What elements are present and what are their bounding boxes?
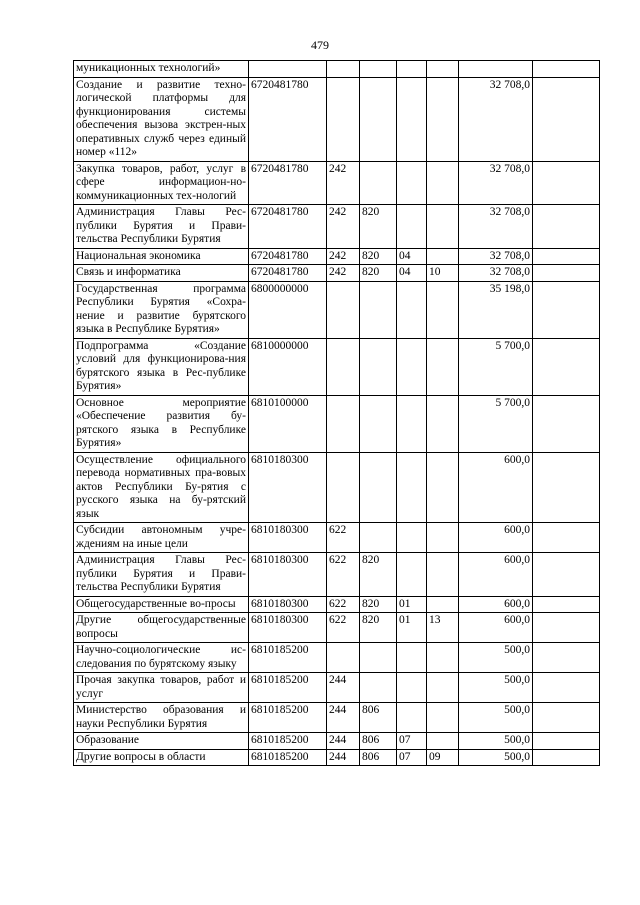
table-row: [74, 596, 600, 613]
section-code: 01: [397, 596, 427, 613]
extra-column: [533, 281, 600, 338]
section-code: [397, 61, 427, 78]
amount: 35 198,0: [459, 281, 533, 338]
row-name: Другие вопросы в области: [74, 749, 249, 766]
subsection-code: [427, 338, 459, 395]
amount: [459, 61, 533, 78]
target-article-code: 6810185200: [249, 673, 327, 703]
row-name: Осуществление официального перевода нормативных пра-вовых актов Республики Бу-рятия с русского языка на бу-рятский язык: [74, 452, 249, 523]
amount: 32 708,0: [459, 161, 533, 205]
extra-column: [533, 703, 600, 733]
amount: 500,0: [459, 703, 533, 733]
amount: 5 700,0: [459, 338, 533, 395]
table-row: [74, 523, 600, 553]
extra-column: [533, 205, 600, 249]
table-row: [74, 77, 600, 161]
section-code: [397, 553, 427, 597]
subsection-code: [427, 703, 459, 733]
table-row: [74, 248, 600, 265]
row-name: Другие общегосударственные вопросы: [74, 613, 249, 643]
table-row: [74, 673, 600, 703]
row-name: Общегосударственные во-просы: [74, 596, 249, 613]
expense-type-code: 242: [327, 265, 360, 282]
subsection-code: [427, 248, 459, 265]
section-code: 04: [397, 265, 427, 282]
target-article-code: 6810185200: [249, 643, 327, 673]
table-row: [74, 161, 600, 205]
expense-type-code: 244: [327, 749, 360, 766]
ministry-code: 806: [360, 749, 397, 766]
target-article-code: 6720481780: [249, 205, 327, 249]
expense-type-code: 244: [327, 673, 360, 703]
section-code: [397, 395, 427, 452]
subsection-code: [427, 553, 459, 597]
target-article-code: 6720481780: [249, 248, 327, 265]
expense-type-code: 242: [327, 205, 360, 249]
row-name: муникационных технологий»: [74, 61, 249, 78]
extra-column: [533, 248, 600, 265]
row-name: Подпрограмма «Создание условий для функционирова-ния бурятского языка в Рес-публике Бурятия»: [74, 338, 249, 395]
section-code: 07: [397, 749, 427, 766]
row-name: Образование: [74, 733, 249, 750]
target-article-code: 6810180300: [249, 523, 327, 553]
ministry-code: [360, 161, 397, 205]
budget-table: [73, 60, 600, 766]
extra-column: [533, 161, 600, 205]
ministry-code: [360, 338, 397, 395]
extra-column: [533, 395, 600, 452]
row-name: Субсидии автономным учре-ждениям на иные цели: [74, 523, 249, 553]
extra-column: [533, 61, 600, 78]
table-row: [74, 733, 600, 750]
ministry-code: [360, 77, 397, 161]
amount: 500,0: [459, 749, 533, 766]
row-name: Основное мероприятие «Обеспечение развития бу-рятского языка в Республике Бурятия»: [74, 395, 249, 452]
extra-column: [533, 338, 600, 395]
section-code: [397, 77, 427, 161]
ministry-code: [360, 61, 397, 78]
row-name: Администрация Главы Рес-публики Бурятия и Прави-тельства Республики Бурятия: [74, 205, 249, 249]
target-article-code: 6810180300: [249, 596, 327, 613]
table-row: [74, 61, 600, 78]
row-name: Закупка товаров, работ, услуг в сфере информацион-но-коммуникационных тех-нологий: [74, 161, 249, 205]
target-article-code: [249, 61, 327, 78]
amount: 600,0: [459, 452, 533, 523]
table-row: [74, 452, 600, 523]
section-code: [397, 643, 427, 673]
target-article-code: 6720481780: [249, 77, 327, 161]
extra-column: [533, 733, 600, 750]
target-article-code: 6800000000: [249, 281, 327, 338]
section-code: [397, 161, 427, 205]
ministry-code: [360, 523, 397, 553]
row-name: Администрация Главы Рес-публики Бурятия и Прави-тельства Республики Бурятия: [74, 553, 249, 597]
table-row: [74, 395, 600, 452]
table-row: [74, 265, 600, 282]
ministry-code: 820: [360, 553, 397, 597]
section-code: [397, 703, 427, 733]
extra-column: [533, 596, 600, 613]
table-row: [74, 643, 600, 673]
ministry-code: 806: [360, 703, 397, 733]
extra-column: [533, 553, 600, 597]
subsection-code: [427, 733, 459, 750]
row-name: Министерство образования и науки Республики Бурятия: [74, 703, 249, 733]
amount: 5 700,0: [459, 395, 533, 452]
amount: 600,0: [459, 613, 533, 643]
subsection-code: [427, 77, 459, 161]
section-code: [397, 205, 427, 249]
expense-type-code: [327, 338, 360, 395]
subsection-code: 10: [427, 265, 459, 282]
subsection-code: [427, 161, 459, 205]
subsection-code: [427, 673, 459, 703]
ministry-code: [360, 452, 397, 523]
target-article-code: 6810185200: [249, 733, 327, 750]
row-name: Государственная программа Республики Бурятия «Сохра-нение и развитие бурятского языка в Республике Бурятия»: [74, 281, 249, 338]
expense-type-code: [327, 643, 360, 673]
page-number: 479: [311, 38, 329, 52]
ministry-code: [360, 673, 397, 703]
section-code: 01: [397, 613, 427, 643]
subsection-code: [427, 205, 459, 249]
ministry-code: 820: [360, 265, 397, 282]
row-name: Национальная экономика: [74, 248, 249, 265]
target-article-code: 6810100000: [249, 395, 327, 452]
target-article-code: 6810185200: [249, 703, 327, 733]
expense-type-code: 244: [327, 703, 360, 733]
extra-column: [533, 749, 600, 766]
amount: 600,0: [459, 596, 533, 613]
amount: 32 708,0: [459, 265, 533, 282]
table-row: [74, 613, 600, 643]
target-article-code: 6720481780: [249, 161, 327, 205]
table-row: [74, 553, 600, 597]
section-code: [397, 281, 427, 338]
subsection-code: [427, 281, 459, 338]
expense-type-code: 622: [327, 553, 360, 597]
table-row: [74, 205, 600, 249]
table-row: [74, 338, 600, 395]
extra-column: [533, 77, 600, 161]
expense-type-code: [327, 77, 360, 161]
expense-type-code: [327, 61, 360, 78]
row-name: Научно-социологические ис-следования по бурятскому языку: [74, 643, 249, 673]
subsection-code: [427, 452, 459, 523]
section-code: [397, 673, 427, 703]
expense-type-code: 242: [327, 248, 360, 265]
extra-column: [533, 643, 600, 673]
row-name: Связь и информатика: [74, 265, 249, 282]
amount: 32 708,0: [459, 248, 533, 265]
amount: 500,0: [459, 643, 533, 673]
extra-column: [533, 265, 600, 282]
subsection-code: 13: [427, 613, 459, 643]
subsection-code: [427, 596, 459, 613]
extra-column: [533, 673, 600, 703]
expense-type-code: [327, 395, 360, 452]
expense-type-code: [327, 452, 360, 523]
subsection-code: [427, 523, 459, 553]
expense-type-code: [327, 281, 360, 338]
table-row: [74, 703, 600, 733]
expense-type-code: 242: [327, 161, 360, 205]
target-article-code: 6810180300: [249, 553, 327, 597]
row-name: Создание и развитие техно-логической платформы для функционирования системы обеспечения вызова экстрен-ных оперативных служб через единый номер «112»: [74, 77, 249, 161]
ministry-code: 820: [360, 596, 397, 613]
section-code: [397, 523, 427, 553]
ministry-code: 820: [360, 248, 397, 265]
row-name: Прочая закупка товаров, работ и услуг: [74, 673, 249, 703]
subsection-code: 09: [427, 749, 459, 766]
extra-column: [533, 523, 600, 553]
extra-column: [533, 613, 600, 643]
ministry-code: 820: [360, 613, 397, 643]
amount: 500,0: [459, 733, 533, 750]
amount: 32 708,0: [459, 77, 533, 161]
expense-type-code: 244: [327, 733, 360, 750]
subsection-code: [427, 643, 459, 673]
expense-type-code: 622: [327, 523, 360, 553]
ministry-code: 820: [360, 205, 397, 249]
target-article-code: 6720481780: [249, 265, 327, 282]
amount: 600,0: [459, 523, 533, 553]
section-code: 04: [397, 248, 427, 265]
table-row: [74, 281, 600, 338]
amount: 32 708,0: [459, 205, 533, 249]
ministry-code: [360, 281, 397, 338]
expense-type-code: 622: [327, 596, 360, 613]
extra-column: [533, 452, 600, 523]
subsection-code: [427, 395, 459, 452]
section-code: [397, 452, 427, 523]
ministry-code: 806: [360, 733, 397, 750]
expense-type-code: 622: [327, 613, 360, 643]
section-code: [397, 338, 427, 395]
subsection-code: [427, 61, 459, 78]
target-article-code: 6810180300: [249, 613, 327, 643]
target-article-code: 6810180300: [249, 452, 327, 523]
target-article-code: 6810000000: [249, 338, 327, 395]
table-row: [74, 749, 600, 766]
target-article-code: 6810185200: [249, 749, 327, 766]
ministry-code: [360, 643, 397, 673]
amount: 600,0: [459, 553, 533, 597]
ministry-code: [360, 395, 397, 452]
amount: 500,0: [459, 673, 533, 703]
section-code: 07: [397, 733, 427, 750]
